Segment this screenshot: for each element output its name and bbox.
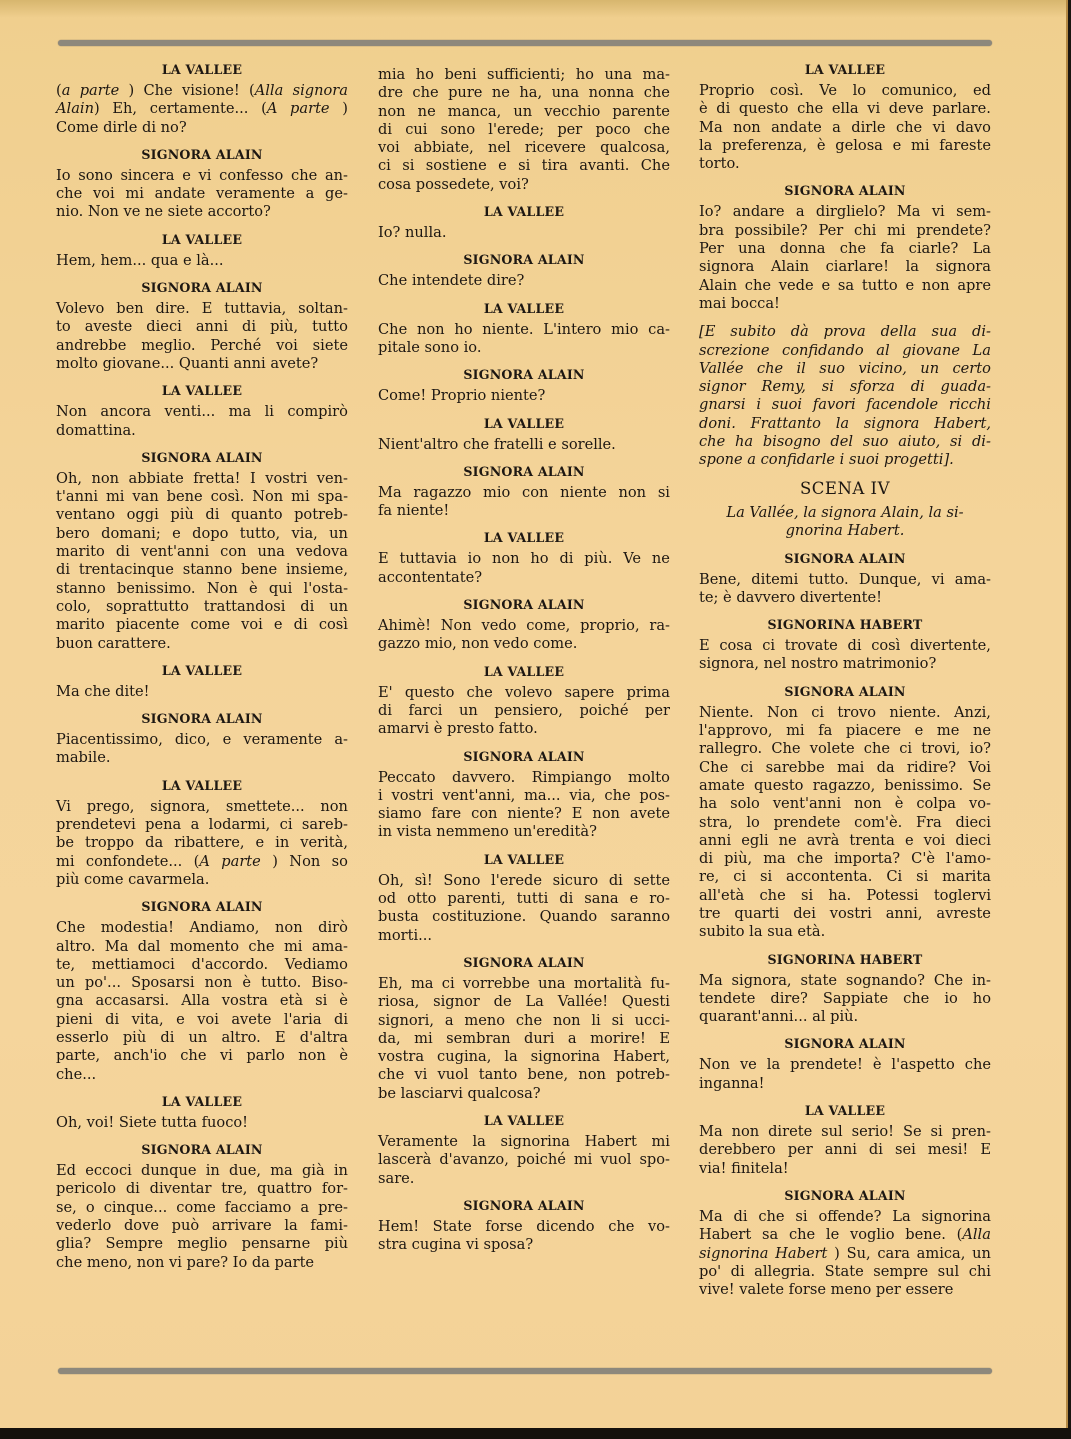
- text-line: Veramente la signorina Habert mi: [378, 1132, 670, 1150]
- speaker-name: LA VALLEE: [483, 204, 565, 220]
- dialogue-block: [56, 147, 348, 222]
- text-line: esserlo più di un altro. E d'altra: [56, 1028, 348, 1046]
- text-line: stra, lo prendete com'è. Fra dieci: [699, 813, 991, 831]
- speaker-name: LA VALLEE: [804, 1103, 886, 1119]
- text-line: mai bocca!: [699, 294, 780, 312]
- text-line: pericolo di diventar tre, quattro for-: [56, 1180, 348, 1198]
- speaker-name: SIGNORA ALAIN: [784, 550, 906, 566]
- text-line: Eh, ma ci vorrebbe una mortalità fu-: [378, 974, 670, 992]
- dialogue-block: [378, 1113, 670, 1188]
- text-line: che meno, non vi pare? Io da parte: [56, 1253, 315, 1271]
- stage-direction: [699, 323, 991, 469]
- text-line: in vista nemmeno un'eredità?: [378, 823, 597, 841]
- text-line: spone a confidarle i suoi progetti].: [699, 451, 954, 469]
- text-line: Vi prego, signora, smettete... non: [56, 797, 348, 815]
- dialogue-block: [378, 749, 670, 842]
- dialogue-block: [699, 551, 991, 608]
- dialogue-block: [56, 232, 348, 270]
- speaker-name: SIGNORA ALAIN: [463, 597, 585, 613]
- text-line: dre che pure ne ha, una nonna che: [378, 84, 670, 102]
- speaker-name: LA VALLEE: [161, 1093, 243, 1109]
- bottom-rule: [58, 1368, 992, 1374]
- text-line: signora Alain ciarlare! la signora: [699, 258, 991, 276]
- dialogue-block: [378, 252, 670, 290]
- text-line: torto.: [699, 155, 740, 173]
- text-line: parte, anch'io che vi parlo non è: [56, 1047, 348, 1065]
- text-line: domattina.: [56, 421, 136, 439]
- text-line: stanno benissimo. Non è qui l'osta-: [56, 579, 348, 597]
- text-line: mia ho beni sufficienti; ho una ma-: [378, 66, 670, 83]
- text-line: La Vallée, la signora Alain, la si-: [726, 503, 964, 521]
- dialogue-block: [699, 1188, 991, 1299]
- text-line: Oh, voi! Siete tutta fuoco!: [56, 1113, 249, 1131]
- speaker-name: LA VALLEE: [483, 851, 565, 867]
- text-line: ha solo vent'anni non è colpa vo-: [699, 795, 991, 813]
- text-line: di farci un pensiero, poiché per: [378, 701, 670, 719]
- text-line: signora, nel nostro matrimonio?: [699, 655, 937, 673]
- text-line: Hem! State forse dicendo che vo-: [378, 1217, 670, 1235]
- dialogue-block: [699, 684, 991, 942]
- text-line: amarvi è presto fatto.: [378, 720, 538, 738]
- text-line: Ahimè! Non vedo come, proprio, ra-: [378, 617, 670, 635]
- text-line: Ma non andate a dirle che vi davo: [699, 118, 991, 136]
- text-line: Bene, ditemi tutto. Dunque, vi ama-: [699, 570, 991, 588]
- text-line: E cosa ci trovate di così divertente,: [699, 637, 991, 655]
- speaker-name: SIGNORA ALAIN: [141, 449, 263, 465]
- text-line: Hem, hem... qua e là...: [56, 251, 224, 269]
- dialogue-block: [378, 464, 670, 521]
- dialogue-block: [56, 899, 348, 1084]
- text-line: ci si sostiene e si tira avanti. Che: [378, 157, 670, 175]
- text-line: screzione confidando al giovane La: [699, 341, 991, 359]
- text-line: Ma ragazzo mio con niente non si: [378, 483, 670, 501]
- text-line: stra cugina vi sposa?: [378, 1236, 534, 1254]
- text-line: signori, a meno che non li si ucci-: [378, 1011, 670, 1029]
- text-line: derebbero per anni di sei mesi! E: [699, 1141, 991, 1159]
- text-line: Nient'altro che fratelli e sorelle.: [378, 435, 616, 453]
- text-line: molto giovane... Quanti anni avete?: [56, 354, 319, 372]
- text-line: vederlo dove può arrivare la fami-: [56, 1217, 348, 1235]
- text-line: voi abbiate, nel ricevere qualcosa,: [378, 139, 670, 157]
- dialogue-block: [378, 66, 670, 194]
- text-line: l'approvo, mi fa piacere e me ne: [699, 722, 991, 740]
- text-line: buon carattere.: [56, 634, 171, 652]
- text-line: bero domani; e dopo tutto, via, un: [56, 524, 348, 542]
- text-line: E' questo che volevo sapere prima: [378, 683, 670, 701]
- speaker-name: LA VALLEE: [483, 415, 565, 431]
- text-line: che ha bisogno del suo aiuto, si di-: [699, 433, 991, 451]
- text-line: più come cavarmela.: [56, 870, 210, 888]
- text-line: Oh, sì! Sono l'erede sicuro di sette: [378, 871, 670, 889]
- column-left: [56, 62, 348, 1282]
- text-line: Non ancora venti... ma li compirò: [56, 403, 348, 421]
- speaker-name: SIGNORA ALAIN: [463, 748, 585, 764]
- text-line: morti...: [378, 926, 433, 944]
- speaker-name: SIGNORA ALAIN: [784, 1187, 906, 1203]
- dialogue-block: [56, 1142, 348, 1272]
- text-line: rallegro. Che volete che ci trovi, io?: [699, 740, 991, 758]
- text-line: altro. Ma dal momento che mi ama-: [56, 937, 348, 955]
- text-line: Io? andare a dirglielo? Ma vi sem-: [699, 203, 991, 221]
- speaker-name: SIGNORA ALAIN: [141, 146, 263, 162]
- top-rule: [58, 40, 992, 46]
- dialogue-block: [56, 1094, 348, 1132]
- dialogue-block: [378, 664, 670, 739]
- dialogue-block: [378, 416, 670, 454]
- text-line: be troppo da ribattere, e in verità,: [56, 834, 348, 852]
- text-line: di più, ma che importa? C'è l'amo-: [699, 850, 991, 868]
- text-line: ventano oggi più di quanto potreb-: [56, 506, 348, 524]
- page-edge-shadow: [0, 0, 1066, 18]
- text-line: tendete dire? Sappiate che io ho: [699, 989, 991, 1007]
- speaker-name: SIGNORA ALAIN: [463, 252, 585, 268]
- text-line: un po'... Sposarsi non è tutto. Biso-: [56, 974, 348, 992]
- dialogue-block: [56, 383, 348, 440]
- dialogue-block: [378, 597, 670, 654]
- text-line: Che ci sarebbe mai da ridire? Voi: [699, 758, 991, 776]
- text-line: gazzo mio, non vedo come.: [378, 635, 578, 653]
- text-line: accontentate?: [378, 568, 483, 586]
- text-line: Alain che vede e sa tutto e non apre: [699, 276, 991, 294]
- text-line: anni egli ne avrà trenta e voi dieci: [699, 831, 991, 849]
- text-line: da, mi sembran duri a morire! E: [378, 1029, 670, 1047]
- text-line: se, o cinque... come facciamo a pre-: [56, 1198, 348, 1216]
- text-line: gna accasarsi. Alla vostra età si è: [56, 992, 348, 1010]
- text-line: Ma signora, state sognando? Che in-: [699, 971, 991, 989]
- text-line: Ma non direte sul serio! Se si pren-: [699, 1123, 991, 1141]
- text-line: nio. Non ve ne siete accorto?: [56, 203, 271, 221]
- text-line: tre quarti dei vostri anni, avreste: [699, 904, 991, 922]
- text-line: Volevo ben dire. E tuttavia, soltan-: [56, 300, 348, 318]
- dialogue-block: [378, 955, 670, 1103]
- text-line: è di questo che ella vi deve parlare.: [699, 100, 991, 118]
- dialogue-block: [699, 62, 991, 173]
- text-line: bra possibile? Per chi mi prendete?: [699, 221, 991, 239]
- text-line: Come dirle di no?: [56, 118, 187, 136]
- dialogue-block: [378, 1198, 670, 1255]
- text-line: Niente. Non ci trovo niente. Anzi,: [699, 703, 991, 721]
- text-line: od otto parenti, tutti di sana e ro-: [378, 890, 670, 908]
- speaker-name: SIGNORA ALAIN: [784, 183, 906, 199]
- text-line: i vostri vent'anni, ma... via, che pos-: [378, 786, 670, 804]
- speaker-name: LA VALLEE: [161, 231, 243, 247]
- text-line: la preferenza, è gelosa e mi fareste: [699, 136, 991, 154]
- text-line: Ma che dite!: [56, 682, 150, 700]
- text-line: Oh, non abbiate fretta! I vostri ven-: [56, 469, 348, 487]
- text-line: cosa possedete, voi?: [378, 175, 529, 193]
- text-line: colo, soprattutto trattandosi di un: [56, 597, 348, 615]
- text-line: Alain) Eh, certamente... (A parte ): [56, 100, 348, 118]
- dialogue-block: [56, 280, 348, 373]
- speaker-name: SIGNORA ALAIN: [463, 954, 585, 970]
- speaker-name: SIGNORINA HABERT: [767, 617, 923, 633]
- speaker-name: SIGNORA ALAIN: [463, 367, 585, 383]
- text-line: pieni di vita, e voi avete l'aria di: [56, 1010, 348, 1028]
- text-line: andrebbe meglio. Perché voi siete: [56, 336, 348, 354]
- text-line: te, mettiamoci d'accordo. Vediamo: [56, 955, 348, 973]
- dialogue-block: [56, 711, 348, 768]
- text-line: fa niente!: [378, 502, 450, 520]
- speaker-name: SIGNORA ALAIN: [141, 711, 263, 727]
- speaker-name: LA VALLEE: [483, 1112, 565, 1128]
- dialogue-block: [56, 663, 348, 701]
- dialogue-block: [378, 852, 670, 945]
- dialogue-block: [699, 952, 991, 1027]
- text-line: riosa, signor de La Vallée! Questi: [378, 993, 670, 1011]
- text-line: Proprio così. Ve lo comunico, ed: [699, 82, 991, 99]
- text-line: Che non ho niente. L'intero mio ca-: [378, 320, 670, 338]
- column-middle: [378, 66, 670, 1264]
- text-line: Per una donna che fa ciarle? La: [699, 240, 991, 258]
- text-line: (a parte ) Che visione! (Alla signora: [56, 82, 348, 99]
- text-line: marito di vent'anni con una vedova: [56, 543, 348, 561]
- dialogue-block: [378, 301, 670, 358]
- dialogue-block: [56, 62, 348, 137]
- text-line: Peccato davvero. Rimpiango molto: [378, 768, 670, 786]
- text-line: amate questo ragazzo, benissimo. Se: [699, 776, 991, 794]
- text-line: vostra cugina, la signorina Habert,: [378, 1048, 670, 1066]
- text-line: signorina Habert ) Su, cara amica, un: [699, 1244, 991, 1262]
- speaker-name: SIGNORINA HABERT: [767, 951, 923, 967]
- text-line: Ma di che si offende? La signorina: [699, 1207, 991, 1225]
- speaker-name: LA VALLEE: [161, 62, 243, 77]
- text-line: Ed eccoci dunque in due, ma già in: [56, 1162, 348, 1180]
- text-line: Io sono sincera e vi confesso che an-: [56, 166, 348, 184]
- text-line: che vi vuol tanto bene, non potreb-: [378, 1066, 670, 1084]
- dialogue-block: [699, 1036, 991, 1093]
- text-line: Che intendete dire?: [378, 272, 525, 290]
- text-line: re, ci si accontenta. Ci si marita: [699, 868, 991, 886]
- speaker-name: LA VALLEE: [161, 383, 243, 399]
- speaker-name: LA VALLEE: [483, 300, 565, 316]
- dialogue-block: [378, 530, 670, 587]
- text-line: siamo fare con niente? E non avete: [378, 805, 670, 823]
- text-line: mabile.: [56, 749, 111, 767]
- text-line: lascerà d'avanzo, poiché mi vuol spo-: [378, 1151, 670, 1169]
- dialogue-block: [699, 183, 991, 313]
- text-line: po' di allegria. State sempre sul chi: [699, 1262, 991, 1280]
- text-line: Come! Proprio niente?: [378, 387, 546, 405]
- dialogue-block: [56, 450, 348, 653]
- text-line: [E subito dà prova della sua di-: [699, 323, 991, 341]
- speaker-name: SIGNORA ALAIN: [784, 1036, 906, 1052]
- text-line: pitale sono io.: [378, 338, 482, 356]
- text-line: Non ve la prendete! è l'aspetto che: [699, 1056, 991, 1074]
- text-line: prendetevi pena a lodarmi, ci sareb-: [56, 816, 348, 834]
- text-line: Habert sa che le voglio bene. (Alla: [699, 1226, 991, 1244]
- speaker-name: LA VALLEE: [483, 663, 565, 679]
- text-line: vive! valete forse meno per essere: [699, 1281, 954, 1299]
- speaker-name: SIGNORA ALAIN: [141, 899, 263, 915]
- text-line: glia? Sempre meglio pensarne più: [56, 1235, 348, 1253]
- speaker-name: SIGNORA ALAIN: [463, 1197, 585, 1213]
- text-line: inganna!: [699, 1074, 765, 1092]
- speaker-name: LA VALLEE: [161, 777, 243, 793]
- speaker-name: SIGNORA ALAIN: [141, 1142, 263, 1158]
- speaker-name: SIGNORA ALAIN: [463, 463, 585, 479]
- text-line: doni. Frattanto la signora Habert,: [699, 414, 991, 432]
- dialogue-block: [378, 367, 670, 405]
- text-line: di trentacinque stanno bene insieme,: [56, 561, 348, 579]
- column-right: [699, 62, 991, 1309]
- text-line: Vallée che il suo vicino, un certo: [699, 359, 991, 377]
- text-line: be lasciarvi qualcosa?: [378, 1084, 541, 1102]
- dialogue-block: [378, 204, 670, 242]
- text-line: te; è davvero divertente!: [699, 588, 883, 606]
- text-line: che voi mi andate veramente a ge-: [56, 185, 348, 203]
- text-line: signor Remy, si sforza di guada-: [699, 378, 991, 396]
- text-line: via! finitela!: [699, 1159, 789, 1177]
- dialogue-block: [699, 1103, 991, 1178]
- speaker-name: SIGNORA ALAIN: [141, 280, 263, 296]
- scan-background: [0, 1428, 1071, 1439]
- dialogue-block: [699, 617, 991, 674]
- speaker-name: SIGNORA ALAIN: [784, 683, 906, 699]
- dialogue-block: [56, 778, 348, 889]
- text-line: E tuttavia io non ho di più. Ve ne: [378, 550, 670, 568]
- text-line: sare.: [378, 1169, 415, 1187]
- text-line: quarant'anni... al più.: [699, 1008, 859, 1026]
- text-line: marito piacente come voi e di così: [56, 616, 348, 634]
- speaker-name: LA VALLEE: [161, 662, 243, 678]
- text-line: t'anni mi van bene così. Non mi spa-: [56, 488, 348, 506]
- speaker-name: LA VALLEE: [804, 62, 886, 77]
- text-line: Io? nulla.: [378, 224, 447, 242]
- scene-cast: [699, 504, 991, 541]
- text-line: gnorina Habert.: [785, 522, 905, 540]
- text-line: gnarsi i suoi favori facendole ricchi: [699, 396, 991, 414]
- text-line: di cui sono l'erede; per poco che: [378, 120, 670, 138]
- scene-title: SCENA IV: [799, 478, 890, 498]
- text-line: all'età che si ha. Potessi toglervi: [699, 886, 991, 904]
- text-line: non ne manca, un vecchio parente: [378, 102, 670, 120]
- text-line: to aveste dieci anni di più, tutto: [56, 318, 348, 336]
- text-line: Che modestia! Andiamo, non dirò: [56, 919, 348, 937]
- text-line: mi confondete... (A parte ) Non so: [56, 852, 348, 870]
- text-line: subito la sua età.: [699, 923, 826, 941]
- text-line: che...: [56, 1065, 97, 1083]
- text-line: busta costituzione. Quando saranno: [378, 908, 670, 926]
- text-line: Piacentissimo, dico, e veramente a-: [56, 731, 348, 749]
- speaker-name: LA VALLEE: [483, 530, 565, 546]
